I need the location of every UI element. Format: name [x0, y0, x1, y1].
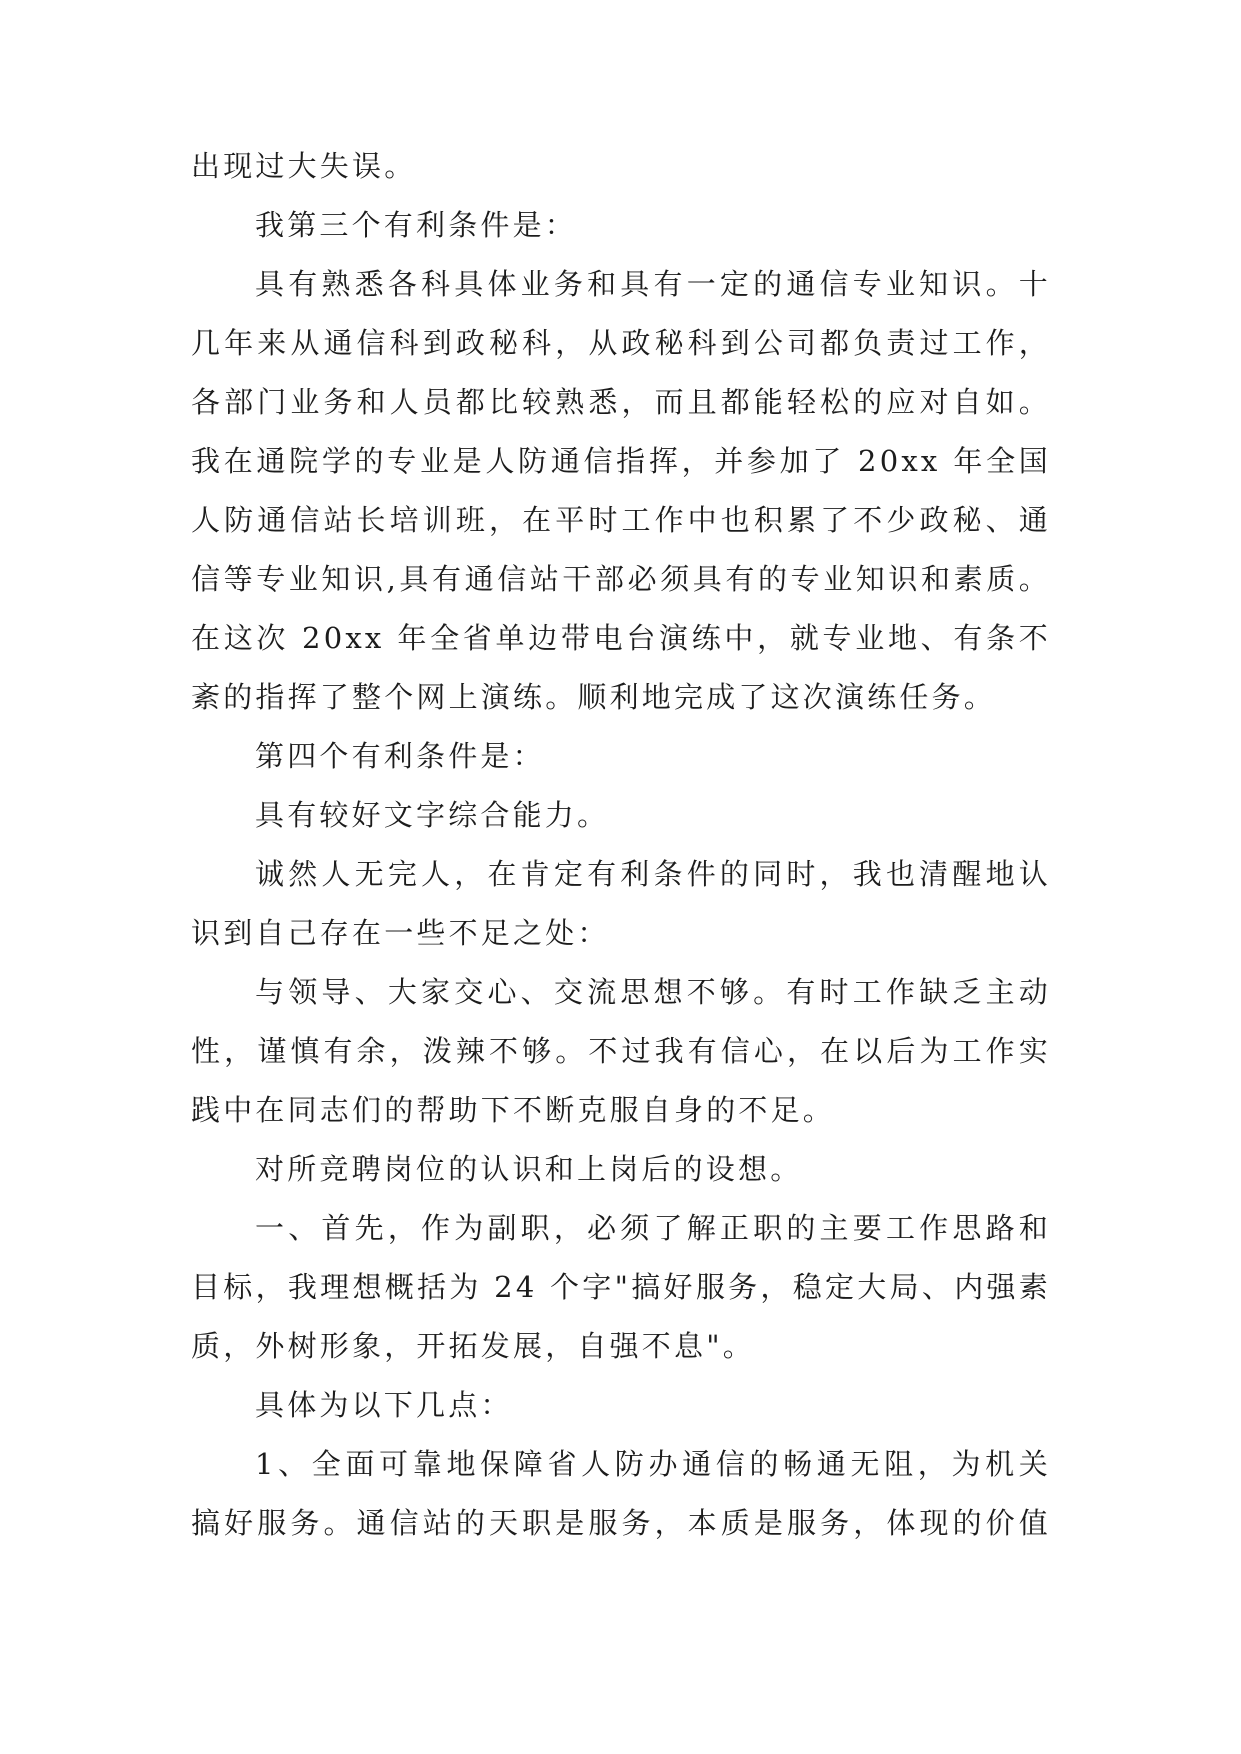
- text-line: 我在通院学的专业是人防通信指挥，并参加了 20xx 年全国: [191, 444, 1051, 478]
- text-line: 目标，我理想概括为 24 个字"搞好服务，稳定大局、内强素: [191, 1270, 1051, 1304]
- text-line: 诚然人无完人，在肯定有利条件的同时，我也清醒地认: [255, 857, 1051, 891]
- text-line: 各部门业务和人员都比较熟悉，而且都能轻松的应对自如。: [191, 385, 1051, 419]
- text-line: 具体为以下几点：: [255, 1388, 513, 1422]
- text-line: 出现过大失误。: [191, 149, 417, 183]
- text-line: 1、全面可靠地保障省人防办通信的畅通无阻，为机关: [255, 1447, 1051, 1481]
- text-line: 紊的指挥了整个网上演练。顺利地完成了这次演练任务。: [191, 680, 997, 714]
- text-line: 质，外树形象，开拓发展，自强不息"。: [191, 1329, 755, 1363]
- text-line: 第四个有利条件是：: [255, 739, 545, 773]
- text-line: 践中在同志们的帮助下不断克服自身的不足。: [191, 1093, 836, 1127]
- text-line: 在这次 20xx 年全省单边带电台演练中，就专业地、有条不: [191, 621, 1051, 655]
- text-line: 信等专业知识,具有通信站干部必须具有的专业知识和素质。: [191, 562, 1051, 596]
- text-line: 具有较好文字综合能力。: [255, 798, 610, 832]
- text-line: 我第三个有利条件是：: [255, 208, 578, 242]
- text-line: 一、首先，作为副职，必须了解正职的主要工作思路和: [255, 1211, 1051, 1245]
- text-line: 人防通信站长培训班，在平时工作中也积累了不少政秘、通: [191, 503, 1051, 537]
- text-line: 性，谨慎有余，泼辣不够。不过我有信心，在以后为工作实: [191, 1034, 1051, 1068]
- text-line: 具有熟悉各科具体业务和具有一定的通信专业知识。十: [255, 267, 1051, 301]
- text-line: 搞好服务。通信站的天职是服务，本质是服务，体现的价值: [191, 1506, 1051, 1540]
- text-line: 识到自己存在一些不足之处：: [191, 916, 610, 950]
- text-line: 几年来从通信科到政秘科，从政秘科到公司都负责过工作，: [191, 326, 1051, 360]
- text-line: 对所竞聘岗位的认识和上岗后的设想。: [255, 1152, 803, 1186]
- text-line: 与领导、大家交心、交流思想不够。有时工作缺乏主动: [255, 975, 1051, 1009]
